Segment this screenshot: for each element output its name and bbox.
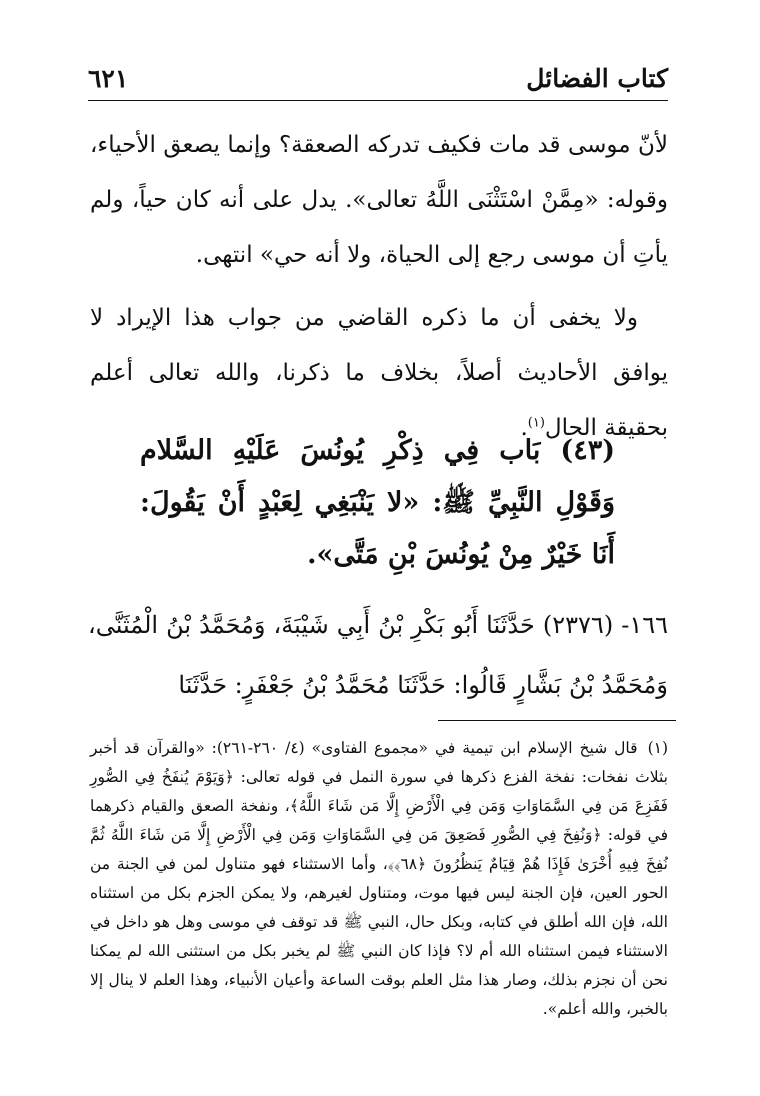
hadith-text: ١٦٦- (٢٣٧٦) حَدَّثَنَا أَبُو بَكْرِ بْنُ أَبِي شَيْبَةَ، وَمُحَمَّدُ بْنُ الْمُثَنَّى، وَمُحَمَّدُ بْنُ بَشَّارٍ قَالُوا: حَدَّثَنَا مُحَمَّدُ بْنُ جَعْفَرٍ: حَدَّثَنَا: [88, 611, 668, 699]
main-text: [90, 118, 668, 464]
running-header: [88, 60, 668, 101]
paragraph-1: لأنّ موسى قد مات فكيف تدركه الصعقة؟ وإنما يصعق الأحياء، وقوله: «مِمَّنْ اسْتَثْنَى اللَّهُ تعالى». يدل على أنه كان حياً، ولم يأتِ أن موسى رجع إلى الحياة، ولا أنه حي» انتهى.: [90, 132, 668, 268]
footnote: [90, 734, 668, 1024]
footnote-number: (١): [647, 739, 669, 757]
chapter-heading: (٤٣) بَاب فِي ذِكْرِ يُونُسَ عَلَيْهِ السَّلام وَقَوْلِ النَّبِيِّ ﷺ: «لا يَنْبَغِي لِعَبْدٍ أَنْ يَقُولَ: أَنَا خَيْرٌ مِنْ يُونُسَ بْنِ مَتَّى».: [140, 435, 615, 570]
paragraph-2-end: .: [520, 415, 528, 441]
page-number: ٦٢١: [88, 64, 129, 93]
footnote-divider: [438, 720, 676, 721]
paragraph-2-text: ولا يخفى أن ما ذكره القاضي من جواب هذا الإيراد لا يوافق الأحاديث أصلاً، بخلاف ما ذكرنا، والله تعالى أعلم بحقيقة الحال: [90, 305, 668, 441]
running-title: كتاب الفضائل: [526, 64, 668, 93]
footnote-reference[interactable]: (١): [527, 415, 545, 431]
footnote-text: قال شيخ الإسلام ابن تيمية في «مجموع الفتاوى» (٤/ ٢٦٠-٢٦١): «والقرآن قد أخبر بثلاث نفخات: نفخة الفزع ذكرها في سورة النمل في قوله تعالى: ﴿وَيَوْمَ يُنفَخُ فِي الصُّورِ فَفَزِعَ مَن فِي السَّمَاوَاتِ وَمَن فِي الْأَرْضِ إِلَّا مَن شَاءَ اللَّهُ﴾، ونفخة الصعق والقيام ذكرهما في قوله: ﴿وَنُفِخَ فِي الصُّورِ فَصَعِقَ مَن فِي السَّمَاوَاتِ وَمَن فِي الْأَرْضِ إِلَّا مَن شَاءَ اللَّهُ ثُمَّ نُفِخَ فِيهِ أُخْرَىٰ فَإِذَا هُمْ قِيَامٌ يَنظُرُونَ ﴿٦٨﴾﴾، وأما الاستثناء فهو متناول لمن في الجنة من الحور العين، فإن الجنة ليس فيها موت، ومتناول لغيرهم، ولا يمكن الجزم بكل من استثناه الله، فإن الله أطلق في كتابه، وبكل حال، النبي ﷺ قد توقف في موسى وهل هو داخل في الاستثناء فيمن استثناه الله أم لا؟ فإذا كان النبي ﷺ لم يخبر بكل من استثنى الله لم يمكنا نحن أن نجزم بذلك، وصار هذا مثل العلم بوقت الساعة وأعيان الأنبياء، وهذا العلم لا ينال إلا بالخبر، والله أعلم».: [90, 739, 668, 1018]
